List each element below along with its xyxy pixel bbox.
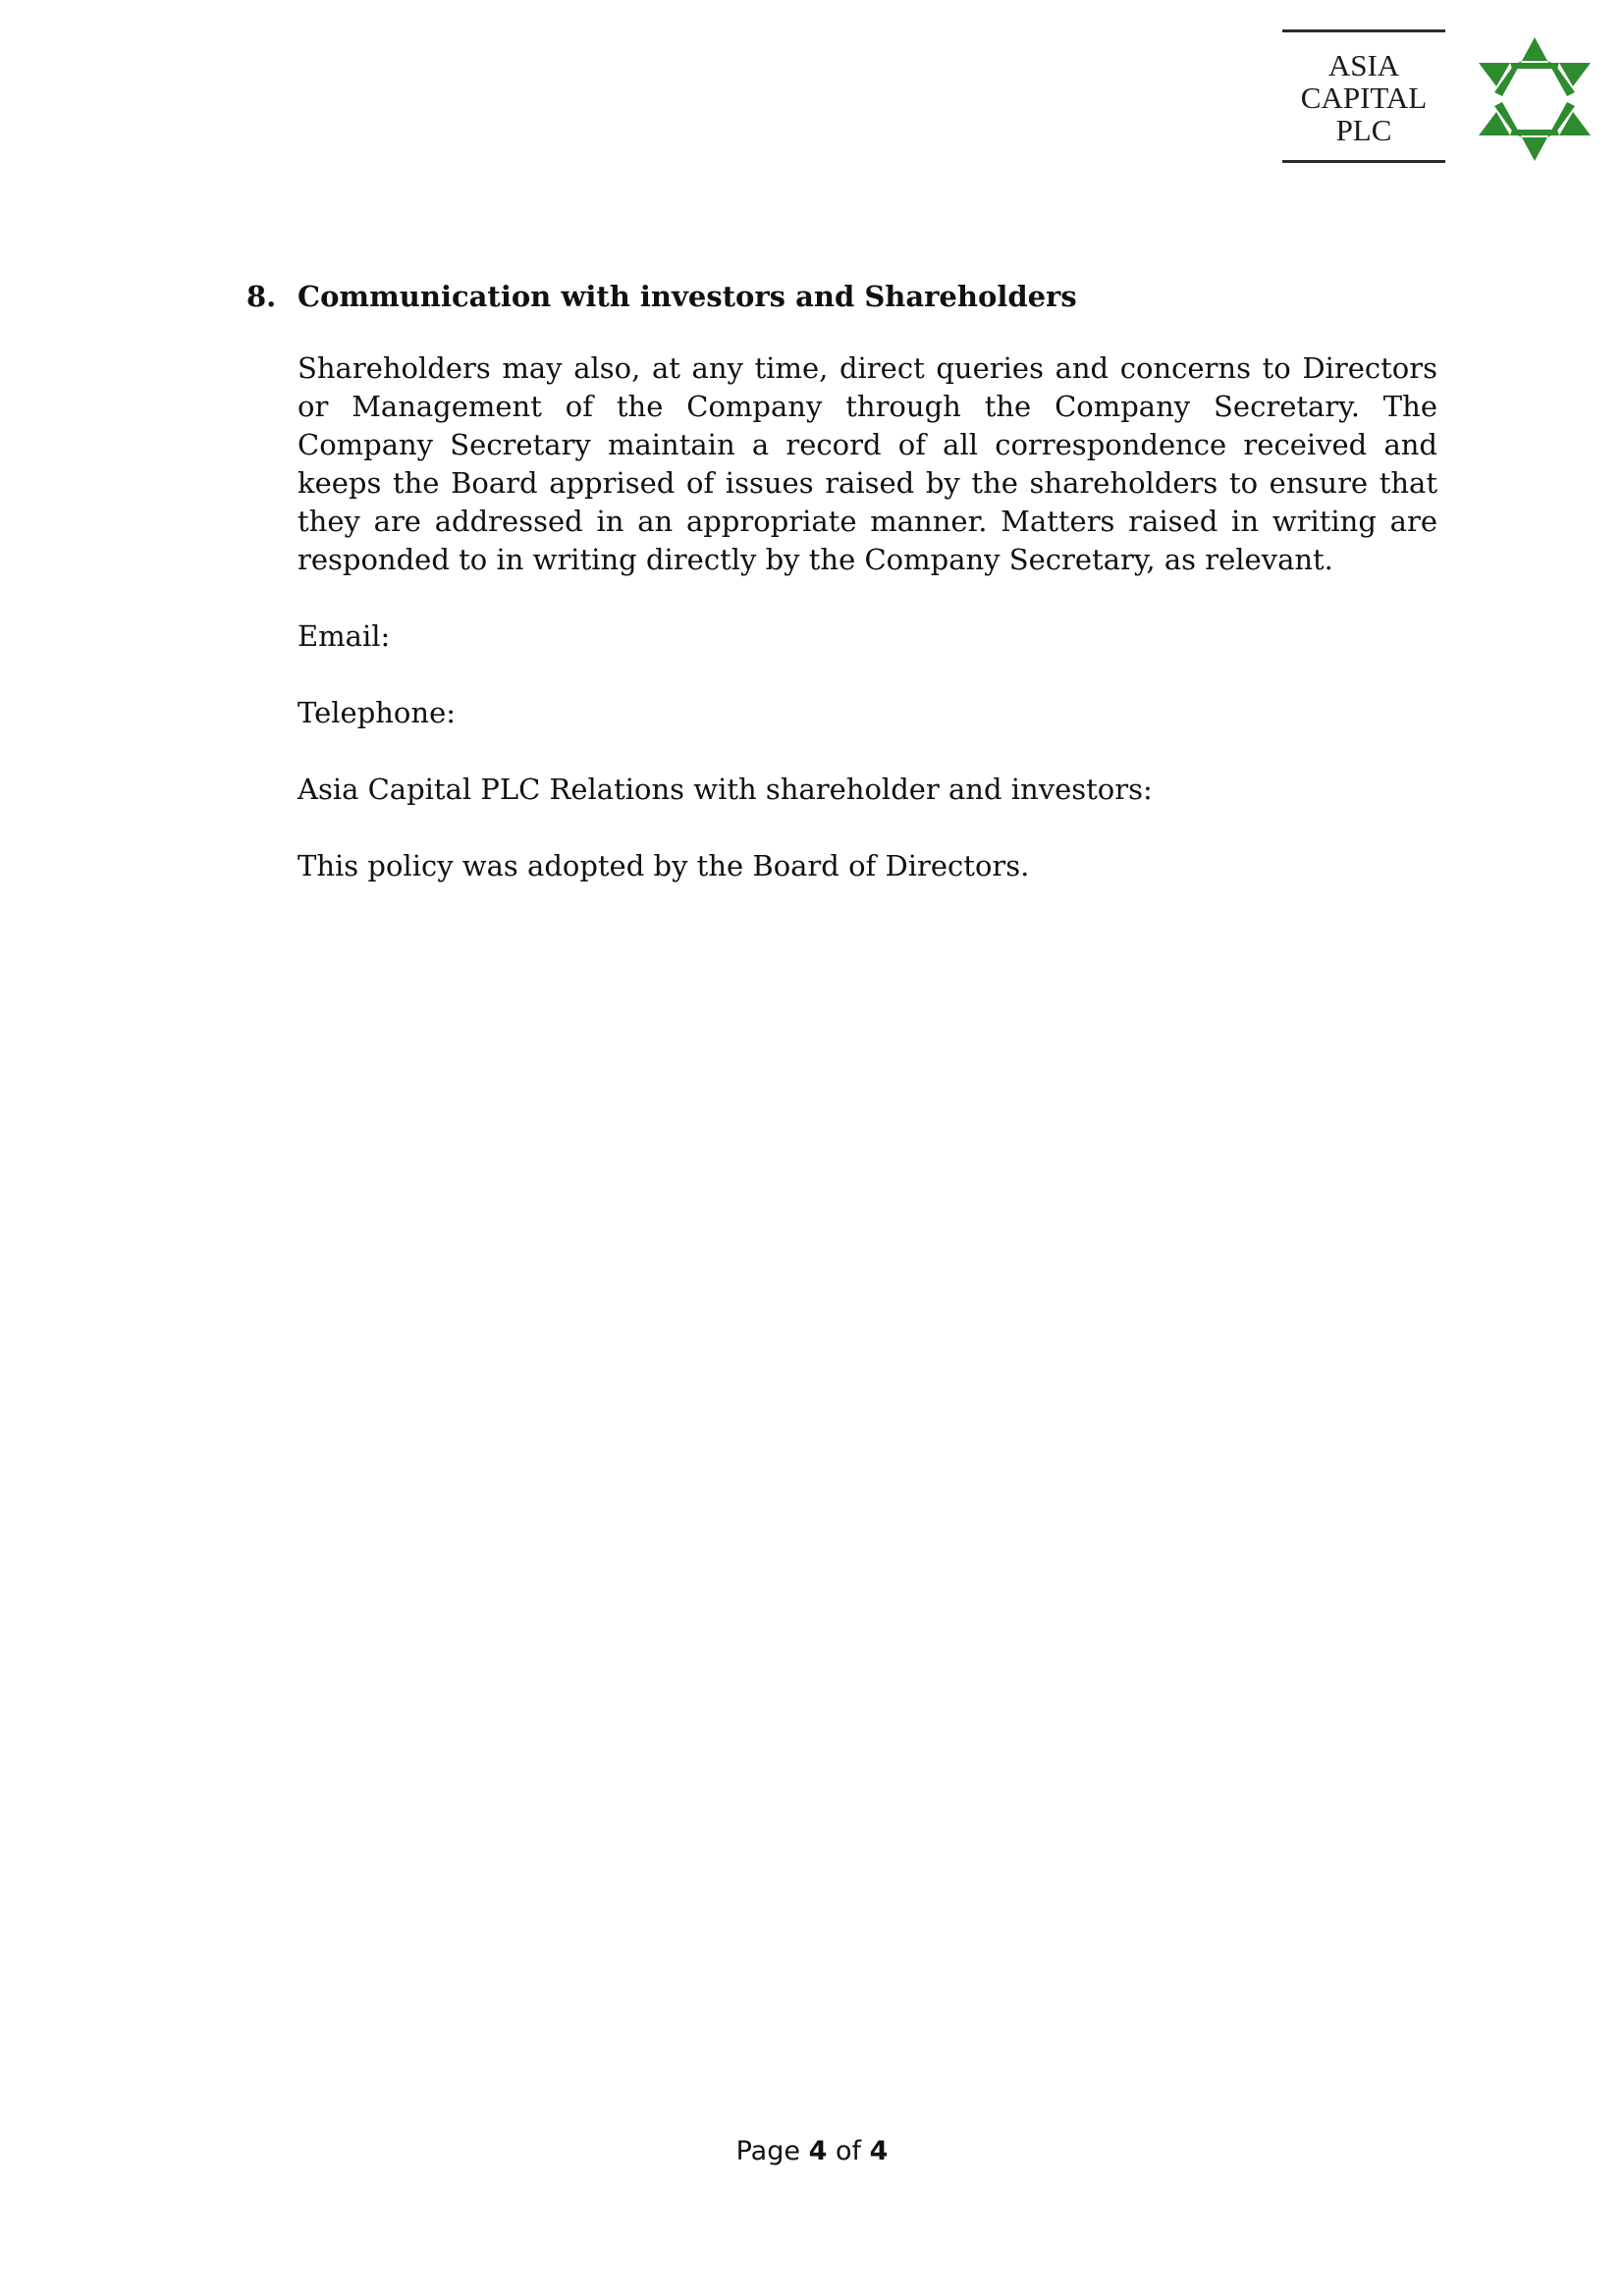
section-title: Communication with investors and Shareholders: [298, 280, 1077, 313]
adoption-note: This policy was adopted by the Board of Directors.: [298, 849, 1030, 882]
company-logo: [1282, 29, 1595, 167]
footer-total-pages: 4: [869, 2136, 889, 2166]
footer-current-page: 4: [808, 2136, 828, 2166]
footer-page-word: Page: [735, 2136, 800, 2166]
logo-wordmark: [1282, 29, 1445, 163]
relations-label: Asia Capital PLC Relations with shareholder and investors:: [298, 773, 1153, 806]
logo-line-3: PLC: [1335, 113, 1392, 147]
page-footer: [0, 2136, 1624, 2166]
section-heading: [246, 275, 1437, 318]
logo-line-2: CAPITAL: [1300, 80, 1428, 115]
section-body: [298, 349, 1437, 885]
section-communication: [246, 275, 1437, 885]
footer-of-word: of: [835, 2136, 861, 2166]
section-paragraph: Shareholders may also, at any time, direct queries and concerns to Directors or Management of the Company through the Company Secretary. The Company Secretary maintain a record of all correspondence received and keeps the Board apprised of issues raised by the shareholders to ensure that they are addressed in an appropriate manner. Matters raised in writing are responded to in writing directly by the Company Secretary, as relevant.: [298, 351, 1437, 576]
section-number: 8.: [246, 280, 277, 313]
star-icon: [1475, 35, 1595, 163]
telephone-label: Telephone:: [298, 696, 457, 729]
email-label: Email:: [298, 619, 391, 653]
logo-line-1: ASIA: [1327, 48, 1400, 82]
